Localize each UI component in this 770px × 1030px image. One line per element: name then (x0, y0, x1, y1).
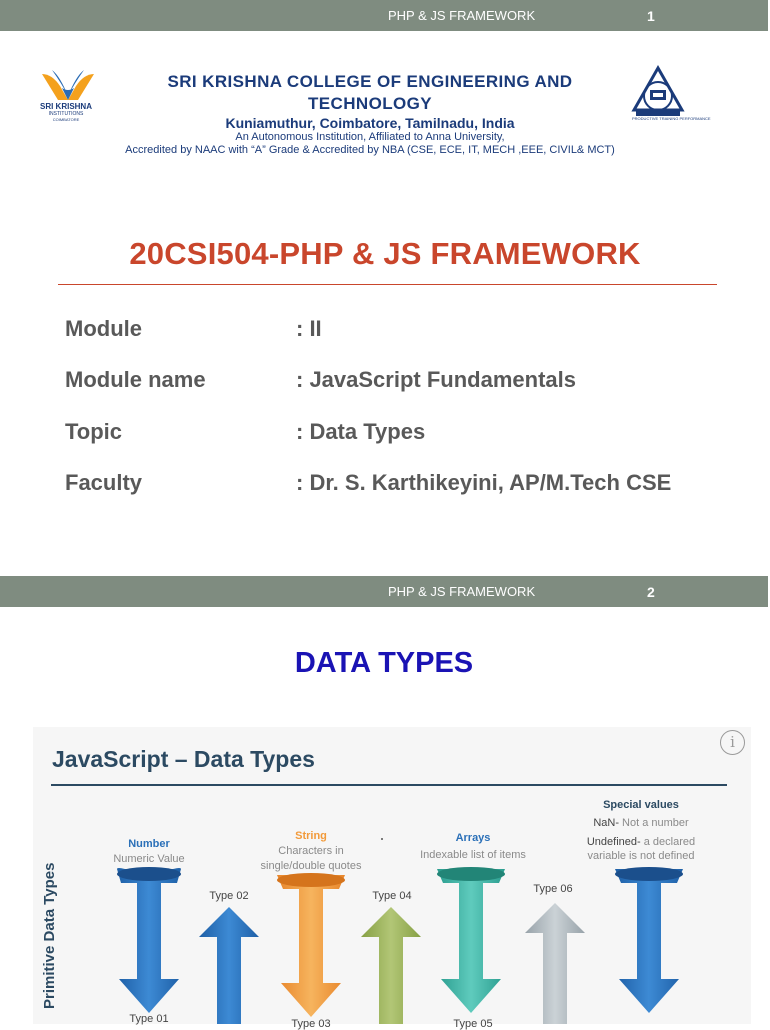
string-desc-1: Characters in (278, 845, 344, 857)
arrow-type-02 (199, 907, 259, 1024)
number-title: Number (128, 838, 170, 850)
slide-header-2 (0, 576, 768, 607)
type-05-label: Type 05 (453, 1018, 493, 1030)
special-nan (579, 817, 703, 830)
header-title: PHP & JS FRAMEWORK (388, 584, 536, 599)
info-label: Topic (65, 419, 123, 444)
arrays-title: Arrays (455, 832, 491, 844)
info-label: Module name (65, 367, 206, 392)
type-06-label: Type 06 (533, 883, 573, 895)
string-title: String (295, 830, 327, 842)
info-value: : Data Types (296, 419, 426, 444)
slide-title: DATA TYPES (294, 647, 474, 679)
slide-number: 2 (647, 584, 655, 600)
info-value: : Dr. S. Karthikeyini, AP/M.Tech CSE (296, 470, 672, 495)
special-nan-text: Not a number (618, 817, 689, 829)
arrow-special-values (615, 867, 683, 1013)
info-value: : II (296, 316, 322, 341)
special-nan-key: NaN- (593, 817, 619, 829)
primitive-data-types-label: Primitive Data Types (41, 862, 58, 1009)
college-affiliation: An Autonomous Institution, Affiliated to Anna University, (235, 131, 505, 143)
type-03-label: Type 03 (291, 1018, 331, 1030)
special-undef-text: a declared (640, 836, 696, 848)
header-title: PHP & JS FRAMEWORK (388, 8, 536, 23)
college-accreditation: Accredited by NAAC with “A” Grade & Accredited by NBA (CSE, ECE, IT, MECH ,EEE, CIVIL& MCT) (125, 144, 615, 156)
college-location: Kuniamuthur, Coimbatore, Tamilnadu, India (225, 115, 515, 131)
arrow-type-01 (117, 867, 181, 1013)
arrays-desc: Indexable list of items (420, 849, 526, 861)
arrow-type-06 (525, 903, 585, 1024)
type-04-label: Type 04 (372, 890, 412, 902)
info-value: : JavaScript Fundamentals (296, 367, 576, 392)
data-types-figure (33, 727, 751, 1030)
arrow-type-03 (277, 873, 345, 1017)
info-icon[interactable]: i (720, 730, 745, 755)
seal-text: PRODUCTIVE TRAINING PERFORMANCE (632, 116, 711, 121)
slide-number: 1 (647, 8, 655, 24)
slide-header-1 (0, 0, 768, 31)
number-desc: Numeric Value (113, 853, 185, 865)
special-undef-key: Undefined- (586, 836, 641, 848)
special-values-title: Special values (603, 799, 679, 811)
arrow-type-05 (437, 867, 505, 1013)
type-01-label: Type 01 (129, 1013, 169, 1025)
info-label: Faculty (65, 470, 143, 495)
course-title: 20CSI504-PHP & JS FRAMEWORK (129, 236, 641, 271)
type-02-label: Type 02 (209, 890, 249, 902)
logo-text: SRI KRISHNA (39, 102, 92, 111)
string-desc-2: single/double quotes (260, 860, 362, 872)
arrow-type-04 (361, 907, 421, 1024)
info-label: Module (65, 316, 142, 341)
logo-subtext-2: COIMBATORE (52, 117, 80, 122)
college-name-line-1: SRI KRISHNA COLLEGE OF ENGINEERING AND (167, 72, 573, 91)
logo-subtext: INSTITUTIONS (48, 111, 84, 117)
special-undefined-2: variable is not defined (587, 850, 695, 862)
special-undefined (579, 836, 703, 849)
college-name-line-2: TECHNOLOGY (308, 94, 432, 113)
title-divider (58, 284, 717, 285)
figure-title: JavaScript – Data Types (52, 746, 315, 772)
arrows-graphic (33, 727, 751, 1024)
nba-seal-logo (630, 66, 711, 128)
